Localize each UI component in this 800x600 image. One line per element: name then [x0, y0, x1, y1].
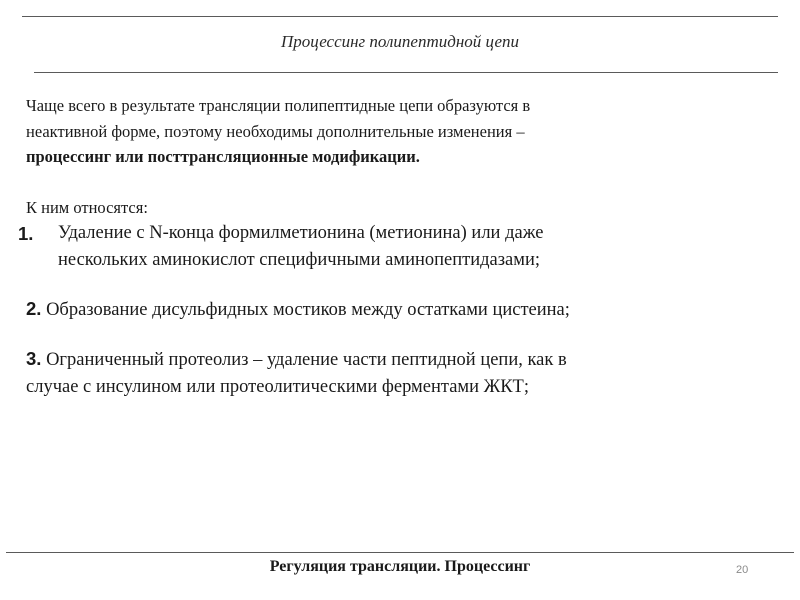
page-number: 20: [736, 564, 749, 576]
top-divider: [22, 16, 778, 17]
list-lead: К ним относятся:: [26, 197, 148, 217]
list-item-1: [18, 220, 776, 274]
list-item-2-text: Образование дисульфидных мостиков между остатками цистеина;: [46, 299, 570, 320]
list-item-1-line-1: Удаление с N-конца формилметионина (метионина) или даже: [58, 222, 544, 243]
list-item-1-number: 1.: [18, 222, 34, 244]
list-item-3-number: 3.: [26, 347, 42, 369]
list-item-3-line-2: случае с инсулином или протеолитическими ферментами ЖКТ;: [26, 376, 529, 397]
list-item-3-line-1: Ограниченный протеолиз – удаление части пептидной цепи, как в: [46, 349, 567, 370]
list-item-3: [26, 345, 776, 401]
list-item-2-number: 2.: [26, 297, 42, 319]
intro-line-2: неактивной форме, поэтому необходимы дополнительные изменения –: [26, 121, 525, 141]
intro-line-1: Чаще всего в результате трансляции полипептидные цепи образуются в: [26, 96, 531, 115]
slide-body: [18, 93, 776, 401]
footer-title: Регуляция трансляции. Процессинг: [269, 558, 531, 575]
slide-title: Процессинг полипептидной цепи: [281, 32, 519, 51]
title-divider: [34, 72, 778, 73]
footer-divider: [6, 552, 794, 553]
list-item-1-line-2: нескольких аминокислот специфичными аминопептидазами;: [58, 249, 541, 270]
intro-line-3: процессинг или посттрансляционные модификации.: [26, 147, 420, 166]
list-item-2: [26, 295, 776, 324]
